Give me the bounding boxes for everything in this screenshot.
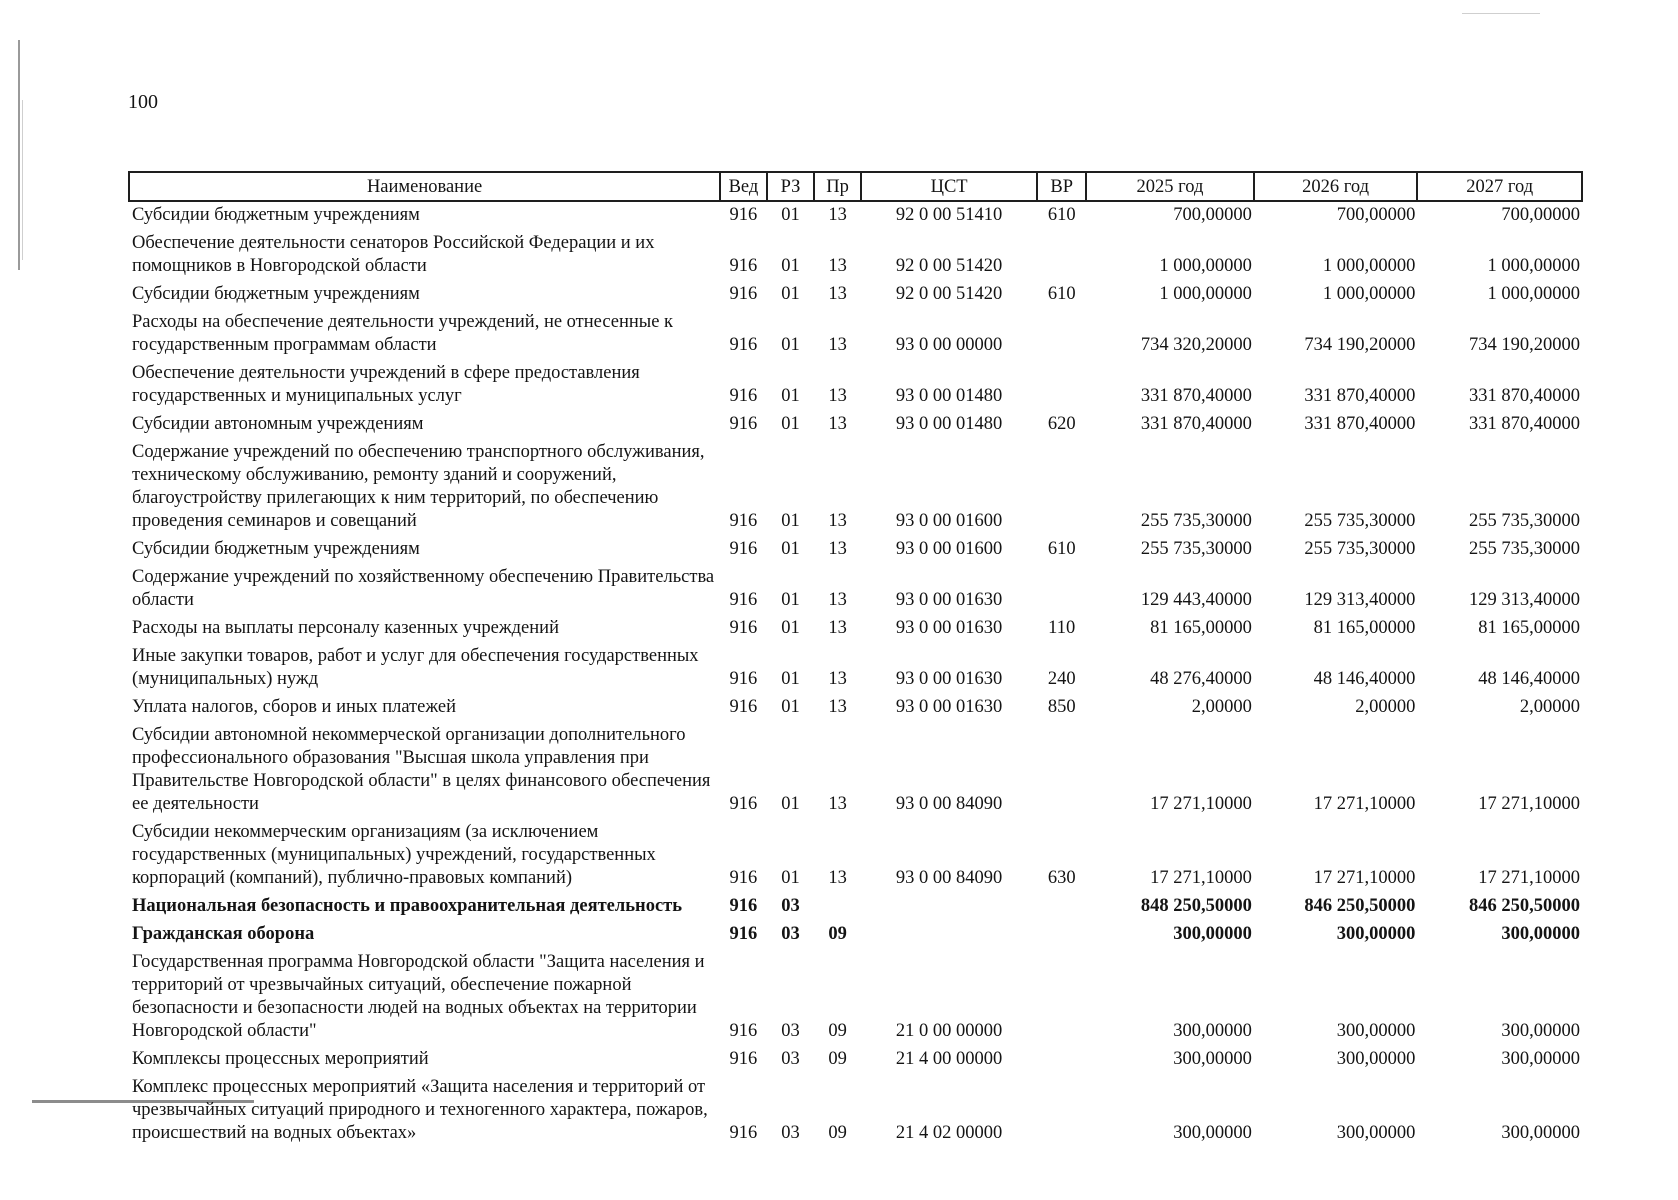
- cell-2027: 331 870,40000: [1469, 386, 1580, 406]
- cell-name: Комплексы процессных мероприятий: [132, 1049, 429, 1069]
- cell-pr: 13: [828, 335, 847, 355]
- cell-cst: 92 0 00 51410: [895, 205, 1003, 225]
- cell-ved: 916: [729, 924, 758, 944]
- cell-rz: 01: [781, 205, 800, 225]
- cell-vr: [1037, 439, 1086, 536]
- cell-2025: 255 735,30000: [1140, 511, 1252, 531]
- scan-edge-top-right: [1462, 13, 1540, 14]
- cell-2027: 1 000,00000: [1487, 256, 1580, 276]
- cell-ved: 916: [729, 335, 758, 355]
- cell-2025: 1 000,00000: [1159, 256, 1252, 276]
- cell-vr: [1037, 949, 1086, 1046]
- cell-rz: 03: [781, 896, 800, 916]
- header-2027: 2027 год: [1417, 172, 1582, 201]
- cell-2027: 300,00000: [1501, 1123, 1580, 1143]
- cell-vr: [1037, 893, 1086, 921]
- cell-name: Комплекс процессных мероприятий «Защита населения и территорий от чрезвычайных ситуаций природного и техногенного характера, пожаров, происшествий на водных объектах»: [132, 1077, 708, 1143]
- cell-2026: 255 735,30000: [1304, 539, 1416, 559]
- cell-name: Содержание учреждений по обеспечению транспортного обслуживания, техническому обслуживанию, ремонту зданий и сооружений, благоустройству прилегающих к ним территорий, по обеспечению проведения семинаров и совещаний: [132, 442, 705, 531]
- table-row: [129, 411, 1582, 439]
- cell-rz: 01: [781, 284, 800, 304]
- cell-pr: 09: [828, 924, 847, 944]
- cell-2025: 17 271,10000: [1150, 794, 1252, 814]
- table-row: [129, 230, 1582, 281]
- scan-edge-left: [18, 40, 20, 270]
- cell-pr: 13: [828, 618, 847, 638]
- cell-pr: 09: [828, 1021, 847, 1041]
- cell-cst: 93 0 00 01630: [895, 669, 1003, 689]
- cell-2027: 300,00000: [1501, 1021, 1580, 1041]
- cell-2027: 255 735,30000: [1469, 539, 1580, 559]
- cell-vr: 110: [1048, 618, 1076, 638]
- table-row: [129, 536, 1582, 564]
- cell-cst: 92 0 00 51420: [895, 284, 1003, 304]
- cell-2026: 300,00000: [1336, 1049, 1416, 1069]
- header-name: Наименование: [129, 172, 720, 201]
- table-row: [129, 615, 1582, 643]
- cell-cst: 93 0 00 84090: [895, 868, 1003, 888]
- cell-vr: [1037, 722, 1086, 819]
- cell-ved: 916: [729, 618, 758, 638]
- cell-cst: 21 4 02 00000: [895, 1123, 1003, 1143]
- cell-rz: 01: [781, 794, 800, 814]
- cell-rz: 01: [781, 697, 800, 717]
- table-row: [129, 439, 1582, 536]
- cell-vr: [1037, 1046, 1086, 1074]
- table-row: [129, 564, 1582, 615]
- table-row: [129, 949, 1582, 1046]
- cell-cst: [861, 921, 1037, 949]
- cell-cst: 93 0 00 01630: [895, 618, 1003, 638]
- cell-pr: 13: [828, 414, 847, 434]
- cell-name: Иные закупки товаров, работ и услуг для обеспечения государственных (муниципальных) нужд: [132, 646, 699, 689]
- cell-ved: 916: [729, 1021, 758, 1041]
- table-row: [129, 201, 1582, 230]
- header-2025: 2025 год: [1086, 172, 1254, 201]
- cell-2027: 129 313,40000: [1469, 590, 1580, 610]
- cell-2025: 81 165,00000: [1150, 618, 1252, 638]
- cell-pr: 13: [828, 669, 847, 689]
- cell-name: Расходы на выплаты персоналу казенных учреждений: [132, 618, 559, 638]
- cell-rz: 03: [781, 1049, 800, 1069]
- cell-pr: 13: [828, 697, 847, 717]
- cell-2027: 255 735,30000: [1469, 511, 1580, 531]
- cell-pr: 13: [828, 868, 847, 888]
- header-vr: ВР: [1037, 172, 1086, 201]
- cell-2025: 300,00000: [1173, 1123, 1252, 1143]
- cell-cst: 93 0 00 01600: [895, 539, 1003, 559]
- cell-2025: 331 870,40000: [1140, 414, 1252, 434]
- cell-2025: 2,00000: [1191, 697, 1252, 717]
- cell-ved: 916: [729, 284, 758, 304]
- cell-ved: 916: [729, 1123, 758, 1143]
- cell-2025: 848 250,50000: [1140, 896, 1252, 916]
- cell-rz: 03: [781, 924, 800, 944]
- table-body: [129, 201, 1582, 1148]
- cell-rz: 01: [781, 539, 800, 559]
- cell-name: Субсидии автономным учреждениям: [132, 414, 424, 434]
- cell-rz: 03: [781, 1021, 800, 1041]
- cell-cst: [861, 893, 1037, 921]
- cell-ved: 916: [729, 414, 758, 434]
- cell-ved: 916: [729, 669, 758, 689]
- cell-cst: 92 0 00 51420: [895, 256, 1003, 276]
- cell-name: Гражданская оборона: [132, 924, 315, 944]
- cell-2025: 700,00000: [1173, 205, 1252, 225]
- cell-2027: 846 250,50000: [1469, 896, 1580, 916]
- cell-vr: [1037, 921, 1086, 949]
- header-rz: РЗ: [767, 172, 815, 201]
- cell-rz: 01: [781, 868, 800, 888]
- cell-2026: 255 735,30000: [1304, 511, 1416, 531]
- cell-ved: 916: [729, 590, 758, 610]
- cell-name: Расходы на обеспечение деятельности учреждений, не отнесенные к государственным программам области: [132, 312, 674, 355]
- cell-2027: 300,00000: [1501, 1049, 1580, 1069]
- cell-2026: 300,00000: [1336, 1021, 1416, 1041]
- cell-cst: 93 0 00 01600: [895, 511, 1003, 531]
- table-row: [129, 921, 1582, 949]
- cell-cst: 93 0 00 01480: [895, 386, 1003, 406]
- scan-edge-left-faint: [22, 100, 23, 260]
- cell-pr: 13: [828, 590, 847, 610]
- cell-2026: 1 000,00000: [1322, 256, 1416, 276]
- cell-2026: 331 870,40000: [1304, 414, 1416, 434]
- cell-cst: 93 0 00 00000: [895, 335, 1003, 355]
- cell-cst: 93 0 00 01480: [895, 414, 1003, 434]
- cell-ved: 916: [729, 205, 758, 225]
- cell-cst: 93 0 00 01630: [895, 590, 1003, 610]
- header-2026: 2026 год: [1254, 172, 1417, 201]
- cell-ved: 916: [729, 386, 758, 406]
- cell-pr: 13: [828, 284, 847, 304]
- cell-name: Субсидии некоммерческим организациям (за исключением государственных (муниципальных) учреждений, государственных корпораций (компаний), публично-правовых компаний): [132, 822, 656, 888]
- cell-2026: 331 870,40000: [1304, 386, 1416, 406]
- cell-2027: 1 000,00000: [1487, 284, 1580, 304]
- cell-name: Субсидии бюджетным учреждениям: [132, 205, 420, 225]
- cell-ved: 916: [729, 896, 758, 916]
- header-cst: ЦСТ: [861, 172, 1037, 201]
- cell-pr: 13: [828, 539, 847, 559]
- table-row: [129, 1046, 1582, 1074]
- table-row: [129, 360, 1582, 411]
- cell-name: Содержание учреждений по хозяйственному обеспечению Правительства области: [132, 567, 715, 610]
- cell-2025: 331 870,40000: [1140, 386, 1252, 406]
- cell-cst: 93 0 00 84090: [895, 794, 1003, 814]
- cell-ved: 916: [729, 868, 758, 888]
- cell-rz: 01: [781, 618, 800, 638]
- table-row: [129, 1074, 1582, 1148]
- table-row: [129, 722, 1582, 819]
- cell-vr: [1037, 230, 1086, 281]
- table-row: [129, 819, 1582, 893]
- cell-2026: 300,00000: [1336, 1123, 1416, 1143]
- cell-rz: 01: [781, 335, 800, 355]
- cell-2026: 1 000,00000: [1322, 284, 1416, 304]
- cell-2025: 1 000,00000: [1159, 284, 1252, 304]
- table-row: [129, 643, 1582, 694]
- cell-2026: 734 190,20000: [1304, 335, 1416, 355]
- cell-vr: [1037, 564, 1086, 615]
- cell-2025: 255 735,30000: [1140, 539, 1252, 559]
- cell-2025: 17 271,10000: [1150, 868, 1252, 888]
- cell-2026: 846 250,50000: [1304, 896, 1416, 916]
- cell-2027: 17 271,10000: [1478, 868, 1580, 888]
- cell-pr: 13: [828, 386, 847, 406]
- cell-2025: 734 320,20000: [1140, 335, 1252, 355]
- cell-2025: 300,00000: [1173, 1049, 1252, 1069]
- cell-2026: 700,00000: [1336, 205, 1416, 225]
- cell-2026: 300,00000: [1336, 924, 1416, 944]
- cell-rz: 01: [781, 386, 800, 406]
- cell-pr: 13: [828, 256, 847, 276]
- cell-pr: 13: [828, 794, 847, 814]
- cell-rz: 01: [781, 414, 800, 434]
- table-row: [129, 893, 1582, 921]
- cell-name: Уплата налогов, сборов и иных платежей: [132, 697, 457, 717]
- cell-pr: [814, 893, 861, 921]
- cell-2027: 734 190,20000: [1469, 335, 1580, 355]
- cell-vr: 630: [1047, 868, 1076, 888]
- cell-2026: 81 165,00000: [1313, 618, 1416, 638]
- cell-pr: 13: [828, 205, 847, 225]
- cell-rz: 01: [781, 669, 800, 689]
- table-row: [129, 694, 1582, 722]
- cell-name: Обеспечение деятельности сенаторов Российской Федерации и их помощников в Новгородской области: [132, 233, 655, 276]
- cell-ved: 916: [729, 511, 758, 531]
- table-header-row: [129, 172, 1582, 201]
- cell-pr: 09: [828, 1049, 847, 1069]
- cell-2027: 81 165,00000: [1478, 618, 1580, 638]
- cell-ved: 916: [729, 794, 758, 814]
- cell-2025: 300,00000: [1173, 1021, 1252, 1041]
- cell-vr: 610: [1047, 284, 1076, 304]
- cell-2027: 48 146,40000: [1478, 669, 1580, 689]
- table-row: [129, 309, 1582, 360]
- cell-2027: 17 271,10000: [1478, 794, 1580, 814]
- cell-name: Субсидии бюджетным учреждениям: [132, 539, 420, 559]
- cell-2026: 17 271,10000: [1313, 794, 1416, 814]
- cell-vr: 240: [1047, 669, 1076, 689]
- cell-vr: [1037, 309, 1086, 360]
- cell-2025: 129 443,40000: [1140, 590, 1252, 610]
- cell-vr: [1037, 360, 1086, 411]
- budget-table: [128, 171, 1583, 1148]
- table-row: [129, 281, 1582, 309]
- cell-cst: 93 0 00 01630: [895, 697, 1003, 717]
- cell-2027: 300,00000: [1501, 924, 1580, 944]
- cell-vr: 620: [1047, 414, 1076, 434]
- cell-rz: 01: [781, 511, 800, 531]
- cell-name: Национальная безопасность и правоохранительная деятельность: [132, 896, 683, 916]
- cell-2026: 17 271,10000: [1313, 868, 1416, 888]
- cell-2027: 700,00000: [1501, 205, 1580, 225]
- cell-ved: 916: [729, 1049, 758, 1069]
- cell-name: Обеспечение деятельности учреждений в сфере предоставления государственных и муниципальных услуг: [132, 363, 640, 406]
- page-number: 100: [128, 91, 158, 113]
- cell-2027: 2,00000: [1519, 697, 1580, 717]
- cell-rz: 01: [781, 590, 800, 610]
- cell-pr: 13: [828, 511, 847, 531]
- cell-vr: 610: [1047, 205, 1076, 225]
- cell-ved: 916: [729, 539, 758, 559]
- cell-name: Государственная программа Новгородской области "Защита населения и территорий от чрезвычайных ситуаций, обеспечение пожарной безопасности и безопасности людей на водных объектах на территории Новгородской области": [132, 952, 705, 1041]
- cell-cst: 21 4 00 00000: [895, 1049, 1003, 1069]
- cell-name: Субсидии бюджетным учреждениям: [132, 284, 420, 304]
- cell-2025: 48 276,40000: [1150, 669, 1252, 689]
- cell-2027: 331 870,40000: [1469, 414, 1580, 434]
- cell-rz: 03: [781, 1123, 800, 1143]
- cell-vr: 850: [1047, 697, 1076, 717]
- cell-vr: 610: [1047, 539, 1076, 559]
- cell-cst: 21 0 00 00000: [895, 1021, 1003, 1041]
- header-pr: Пр: [814, 172, 861, 201]
- cell-2026: 48 146,40000: [1313, 669, 1416, 689]
- cell-name: Субсидии автономной некоммерческой организации дополнительного профессионального образования "Высшая школа управления при Правительстве Новгородской области" в целях финансового обеспечения ее деятельности: [132, 725, 711, 814]
- cell-ved: 916: [729, 256, 758, 276]
- cell-2026: 129 313,40000: [1304, 590, 1416, 610]
- cell-2025: 300,00000: [1173, 924, 1252, 944]
- cell-rz: 01: [781, 256, 800, 276]
- cell-vr: [1037, 1074, 1086, 1148]
- cell-2026: 2,00000: [1355, 697, 1416, 717]
- cell-pr: 09: [828, 1123, 847, 1143]
- cell-ved: 916: [729, 697, 758, 717]
- header-ved: Вед: [720, 172, 767, 201]
